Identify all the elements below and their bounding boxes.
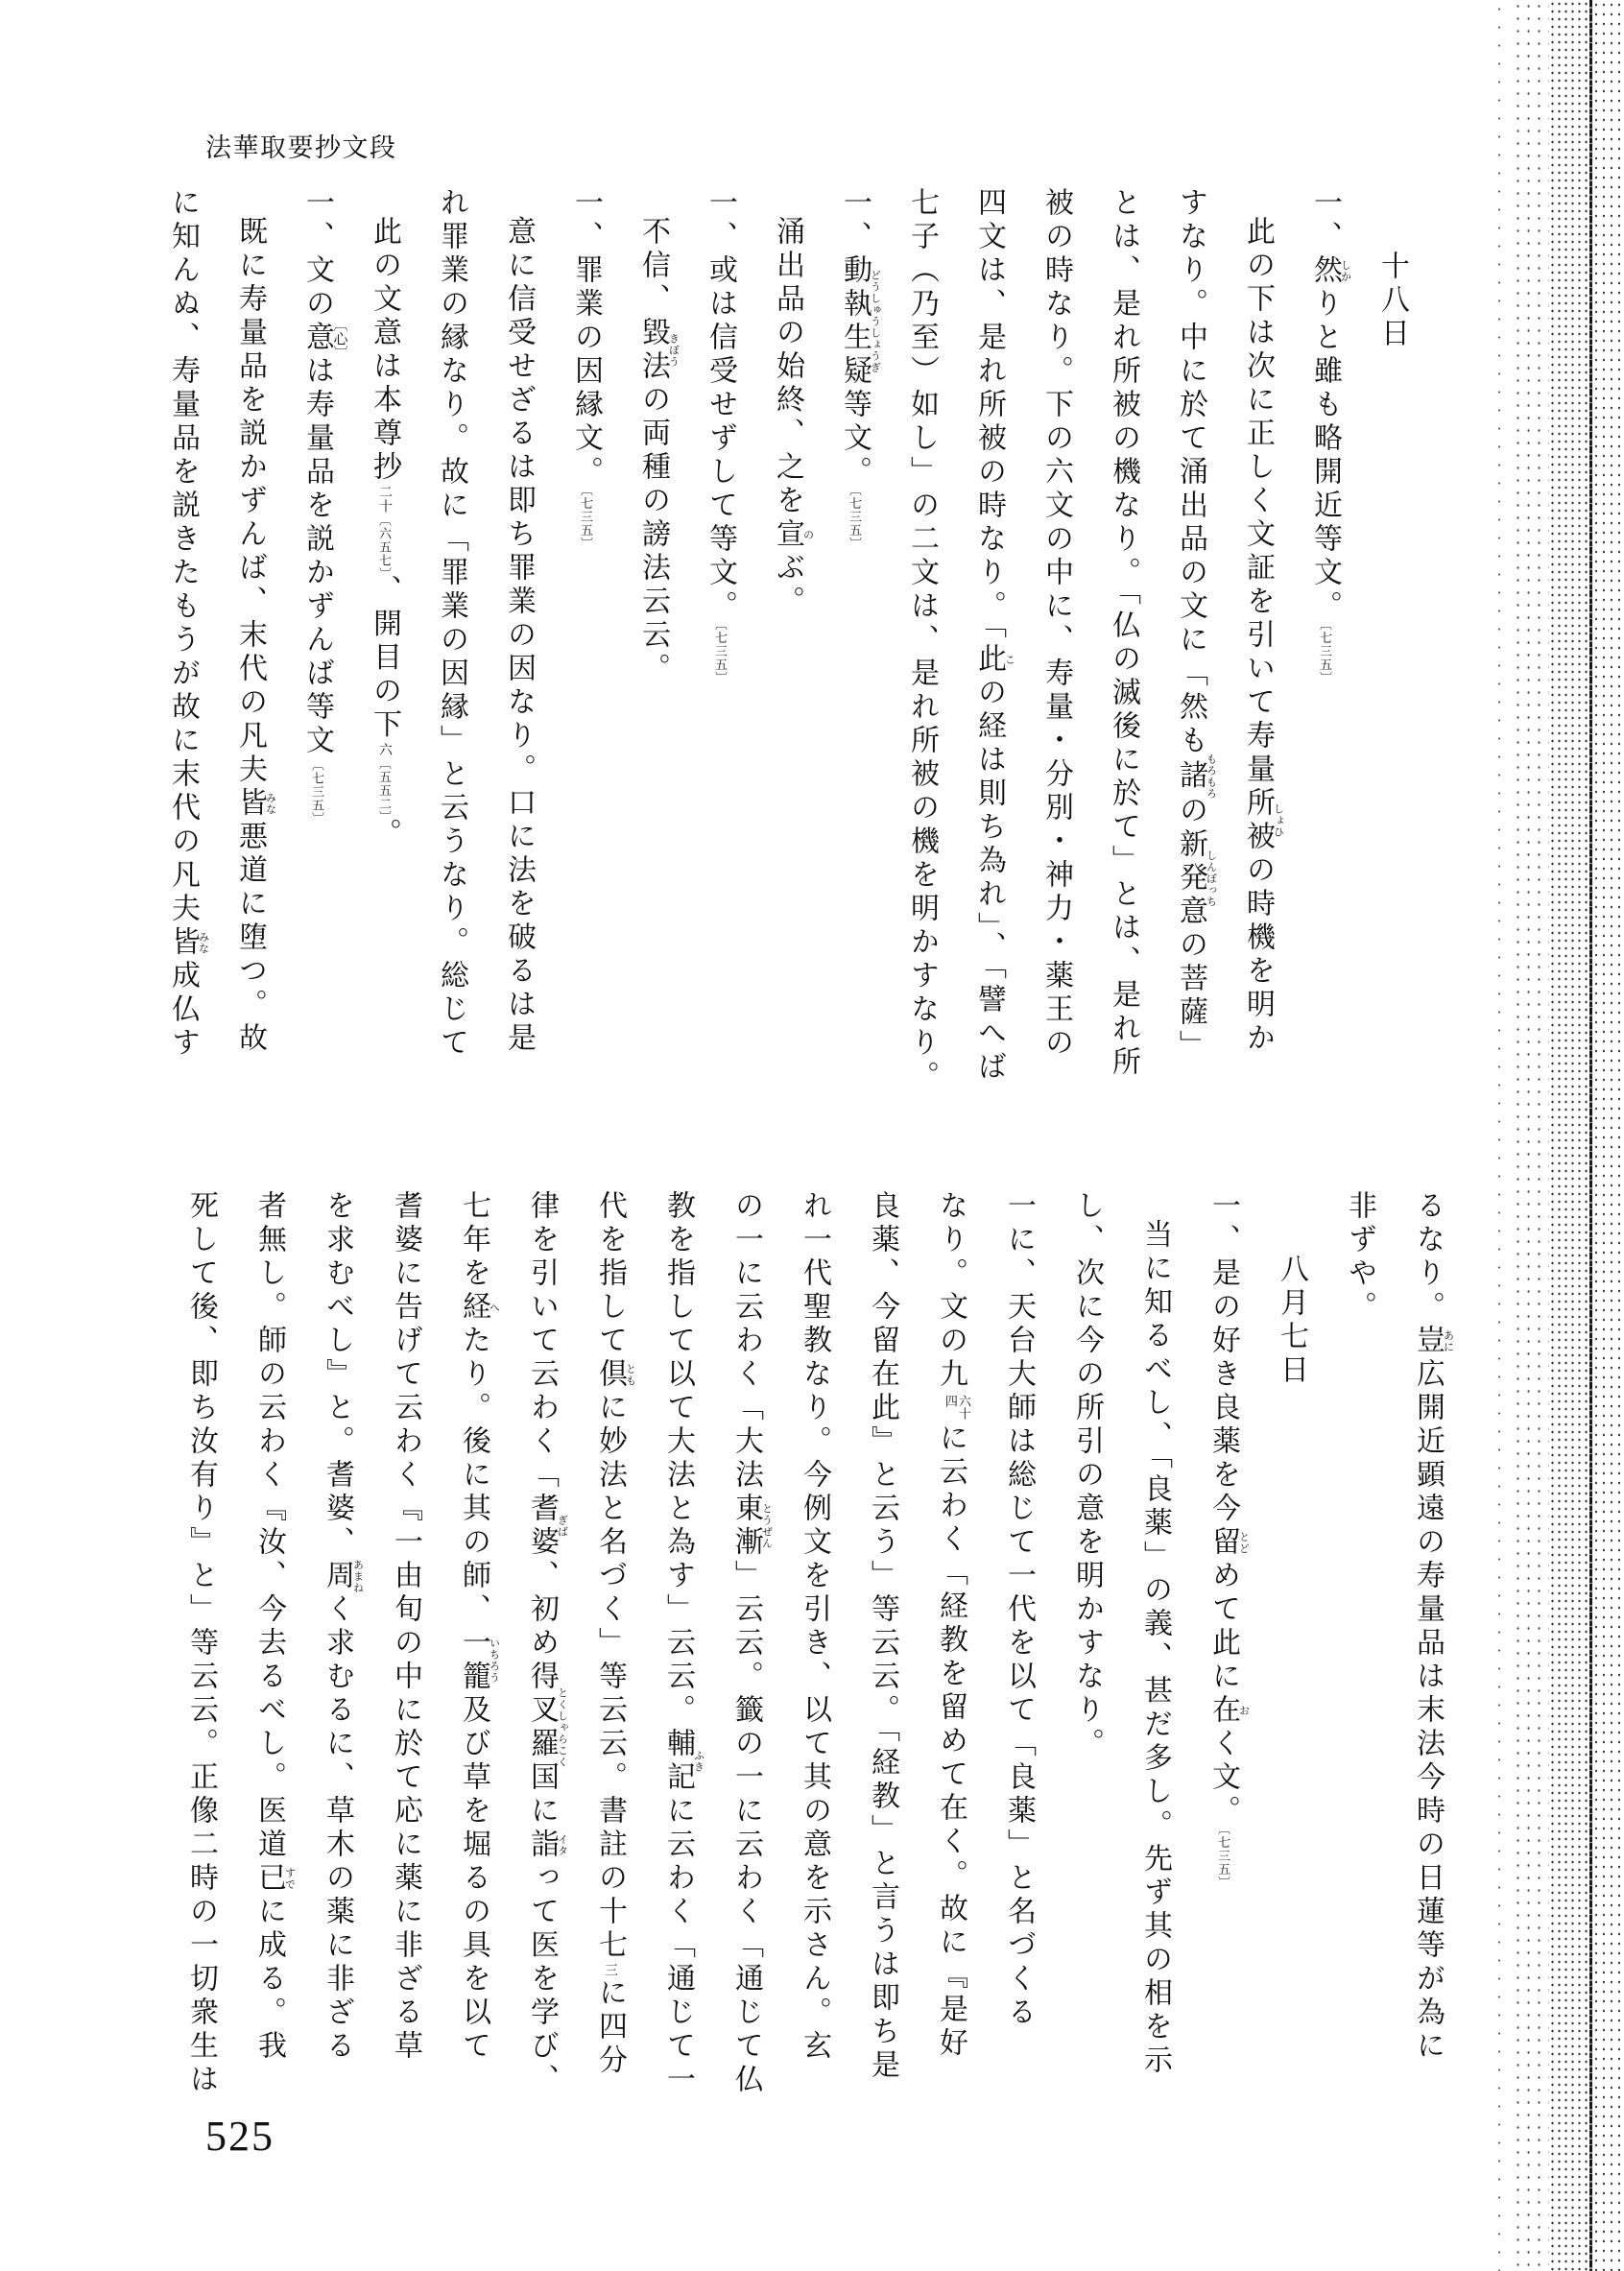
text-column: れ一代聖教なり。今例文を引き、以て其の意を示さん。玄 [799, 1190, 830, 2064]
furigana-ruby: 得叉羅国とくしゃらこく [526, 1661, 568, 1795]
furigana-ruby: 東漸とうぜん [730, 1493, 773, 1560]
furigana-ruby: 意〔心〕 [301, 317, 347, 360]
page-reference: 〔七三五〕 [1216, 1829, 1230, 1890]
furigana-ruby: 倶とも [594, 1358, 636, 1392]
text-column: 此の下は次に正しく文証を引いて寿量所被しょひの時機を明か [1242, 216, 1284, 1056]
text-column: 意に信受せざるは即ち罪業の因なり。口に法を破るは是 [503, 216, 535, 1056]
text-column: れ罪業の縁なり。故に「罪業の因縁」と云うなり。総じて [436, 187, 467, 1061]
furigana-ruby: 然しか [1309, 254, 1351, 288]
text-column: 者無し。師の云わく『汝、今去るべし。医道已すでに成る。我 [253, 1190, 296, 2064]
text-column: 一、動執生疑どうしゅうしょうぎ等文。〔七三五〕 [839, 187, 881, 551]
furigana-ruby: 輔記ふき [662, 1728, 705, 1795]
text-column: 一、文の意〔心〕は寿量品を説かずんば等文〔七三五〕 [301, 187, 347, 825]
text-column: を求むべし』と。耆婆、周あまねく求むるに、草木の薬に非ざる [322, 1190, 364, 2064]
text-column: 一に、天台大師は総じて一代を以て「良薬」と名づくる [1003, 1190, 1035, 2030]
page-reference: 〔七三五〕 [1318, 624, 1332, 685]
text-column: 不信、毀法きぼうの両種の謗法云云。 [637, 216, 680, 686]
small-inline-note: 六 [377, 742, 392, 757]
text-column: とは、是れ所被の機なり。「仏の滅後に於て」とは、是れ所 [1108, 187, 1139, 1080]
page-reference: 〔六五七〕 [377, 514, 392, 575]
date-heading: 八月七日 [1276, 1254, 1307, 1388]
small-inline-note: 三 [603, 1963, 617, 1977]
text-column: に知んぬ、寿量品を説きたもうが故に末代の凡夫皆みな成仏す [167, 187, 209, 1061]
gutter-dots-sparse [1492, 0, 1513, 2271]
text-column: 此の文意は本尊抄二十〔六五七〕、開目の下六〔五五二〕。 [369, 216, 400, 851]
text-column: 律を引いて云わく「耆婆ぎば、初め得叉羅国とくしゃらこくに詣イタって医を学び、 [526, 1190, 568, 2097]
furigana-ruby: 新発意しんぼっち [1175, 828, 1217, 929]
furigana-ruby: 動執生疑どうしゅうしょうぎ [839, 254, 881, 389]
furigana-ruby: 已すで [253, 1862, 296, 1896]
furigana-ruby: 在お [1207, 1694, 1250, 1728]
text-column: なり。文の九 六十 四 に云わく「経教を留めて在く。故に『是好 [935, 1190, 971, 2061]
text-column: 四文は、是れ所被の時なり。「此この経は則ち為れ」、「譬へば [973, 187, 1015, 1085]
text-column: 良薬、今留在此』と云う」等云云。「経教」と言うは即ち是 [867, 1190, 898, 2083]
date-heading: 十八日 [1376, 251, 1408, 351]
furigana-ruby: 周あまね [322, 1559, 364, 1594]
furigana-ruby: 宣の [772, 518, 814, 552]
text-column: 教を指して以て大法と為す」云云。輔記ふきに云わく「通じて一 [662, 1190, 705, 2097]
page-gutter-shadow [1492, 0, 1624, 2271]
text-column: の一に云わく「大法東漸とうぜん」云云。籤の一に云わく「通じて仏 [730, 1190, 773, 2097]
text-column: 死して後、即ち汝有り』と」等云云。正像二時の一切衆生は [185, 1190, 217, 2097]
furigana-ruby: 一籠いちろう [458, 1627, 500, 1694]
text-block-top [149, 187, 1425, 1101]
text-column: 非ずや。 [1344, 1190, 1375, 1325]
text-column: 既に寿量品を説かずんば、末代の凡夫皆みな悪道に堕つ。故 [234, 216, 276, 1056]
gutter-dots-light [1513, 0, 1549, 2271]
page-reference: 〔七三五〕 [310, 758, 324, 825]
text-block-bottom [167, 1190, 1462, 2107]
text-column: 七年を経へたり。後に其の師、一籠いちろう及び草を堀るの具を以て [458, 1190, 500, 2064]
text-column: し、次に今の所引の意を明かすなり。 [1071, 1190, 1103, 1761]
furigana-ruby: 所被しょひ [1242, 787, 1284, 854]
page-reference: 〔七三五〕 [579, 490, 593, 551]
text-column: 涌出品の始終、之を宣のぶ。 [772, 216, 814, 619]
text-column: 一、然しかりと雖も略開近等文。〔七三五〕 [1309, 187, 1351, 685]
text-column: 一、是の好き良薬を今留とどめて此に在おく文。〔七三五〕 [1207, 1190, 1250, 1890]
text-column: 耆婆に告げて云わく『一由旬の中に於て応に薬に非ざる草 [390, 1190, 421, 2064]
text-column: 一、罪業の因縁文。〔七三五〕 [570, 187, 602, 551]
furigana-ruby: 毀法きぼう [637, 317, 680, 384]
page-number: 525 [205, 2113, 275, 2160]
text-column: 被の時なり。下の六文の中に、寿量・分別・神力・薬王の [1040, 187, 1072, 1061]
furigana-ruby: 詣イタ [526, 1829, 568, 1862]
running-head: 法華取要抄文段 [205, 133, 397, 162]
text-column: るなり。豈あに広開近顕遠の寿量品は末法今時の日蓮等が為に [1412, 1190, 1454, 2064]
gutter-dots-dense [1549, 0, 1589, 2271]
text-column: すなり。中に於て涌出品の文に「然も諸もろもろの新発意しんぼっちの菩薩」 [1175, 187, 1217, 1064]
furigana-ruby: 皆みな [167, 926, 209, 960]
furigana-ruby: 此こ [973, 643, 1015, 677]
furigana-ruby: 皆みな [234, 787, 276, 821]
warichu-inline-note: 六十 四 [943, 1395, 971, 1420]
page-reference: 〔七三五〕 [713, 624, 728, 685]
furigana-ruby: 耆婆ぎば [526, 1493, 568, 1560]
furigana-ruby: 経へ [458, 1291, 500, 1325]
furigana-ruby: 留とど [1207, 1526, 1250, 1560]
page-reference: 〔五五二〕 [377, 756, 392, 818]
text-column: 当に知るべし、「良薬」の義、甚だ多し。先ず其の相を示 [1139, 1219, 1171, 2078]
furigana-ruby: 諸もろもろ [1175, 753, 1217, 800]
gutter-dots-edge [1592, 0, 1624, 2271]
text-column: 一、或は信受せずして等文。〔七三五〕 [705, 187, 736, 685]
text-column: 七子（乃至）如し」の二文は、是れ所被の機を明かすなり。 [906, 187, 938, 1094]
small-inline-note: 二十 [377, 485, 392, 514]
furigana-ruby: 豈あに [1412, 1325, 1454, 1358]
text-column: 代を指して倶ともに妙法と名づく」等云云。書註の十七三に四分 [594, 1190, 636, 2078]
page-reference: 〔七三五〕 [848, 490, 862, 551]
